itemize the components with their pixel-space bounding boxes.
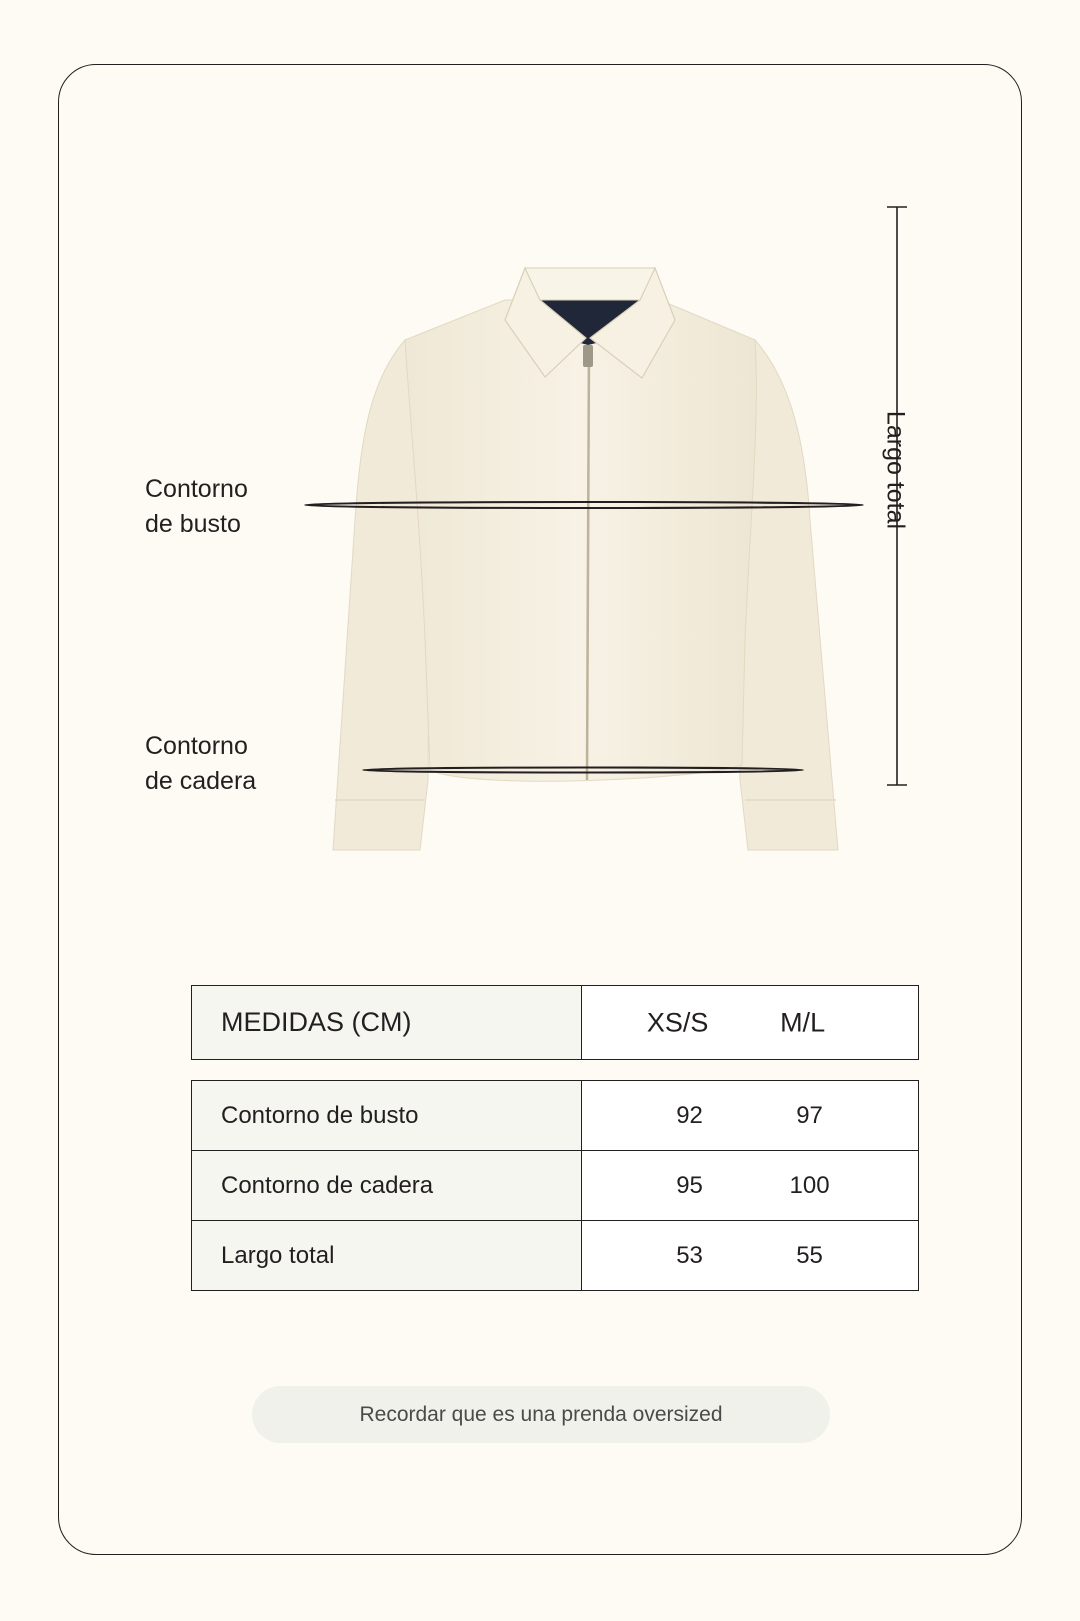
hip-label — [145, 729, 256, 799]
table-row — [192, 1221, 919, 1291]
size-xs-s-heading: XS/S — [646, 1007, 709, 1037]
size-m-l-heading: M/L — [780, 1007, 826, 1037]
hip-label-line-2: de cadera — [145, 767, 257, 795]
bust-label — [145, 472, 248, 542]
size-table-header — [191, 985, 919, 1060]
row-label: Contorno de busto — [192, 1081, 582, 1151]
hip-label-line-1: Contorno — [145, 732, 248, 760]
cell-value: 92 — [676, 1101, 703, 1129]
oversized-note: Recordar que es una prenda oversized — [252, 1386, 830, 1443]
size-table — [191, 1080, 919, 1291]
cell-value: 97 — [796, 1101, 823, 1129]
row-label: Contorno de cadera — [192, 1151, 582, 1221]
length-label: Largo total — [881, 410, 910, 530]
row-label: Largo total — [192, 1221, 582, 1291]
cell-value: 53 — [676, 1241, 703, 1269]
measures-heading: MEDIDAS (CM) — [192, 986, 582, 1060]
cell-value: 95 — [676, 1171, 703, 1199]
bust-label-line-1: Contorno — [145, 475, 248, 503]
cell-value: 100 — [789, 1171, 830, 1199]
table-row — [192, 1151, 919, 1221]
cell-value: 55 — [796, 1241, 823, 1269]
jacket-body — [405, 300, 756, 781]
bust-label-line-2: de busto — [145, 510, 241, 538]
table-row — [192, 1081, 919, 1151]
